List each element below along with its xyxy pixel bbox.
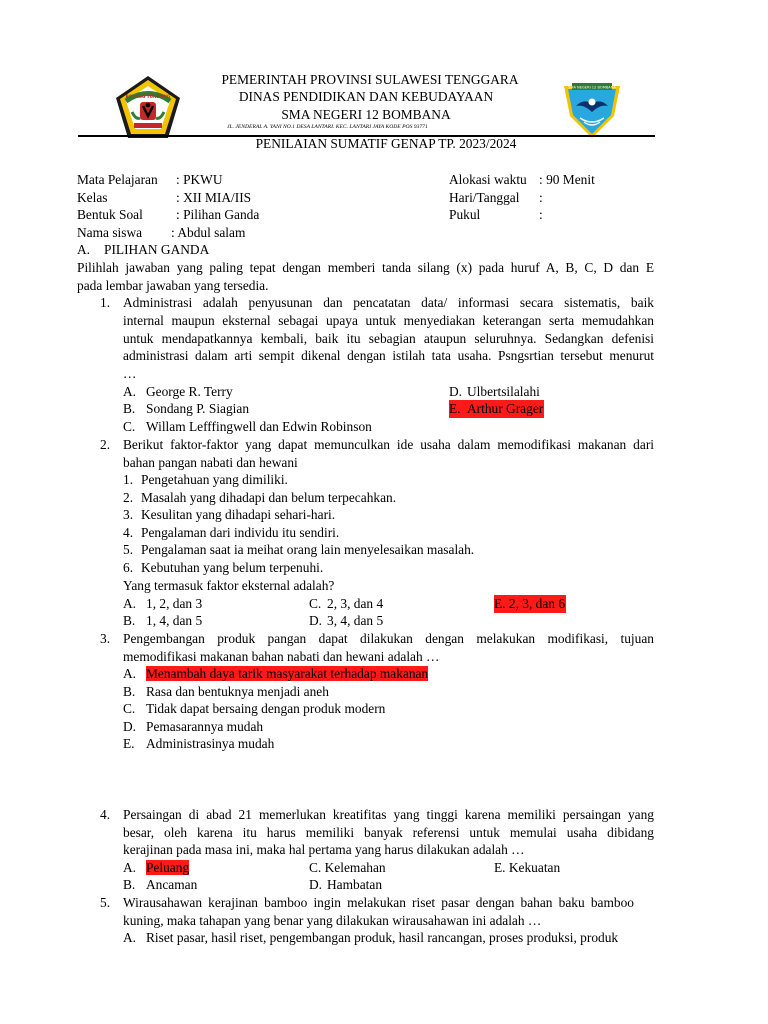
option-text: 2, 3, dan 4 bbox=[327, 596, 384, 611]
option-letter: A. bbox=[123, 384, 137, 399]
option-text: Administrasinya mudah bbox=[146, 736, 275, 751]
label-class: Kelas bbox=[77, 190, 108, 205]
option-text: Hambatan bbox=[327, 877, 383, 892]
value-subject: : PKWU bbox=[176, 172, 223, 187]
option-text: Tidak dapat bersaing dengan produk modern bbox=[146, 701, 386, 716]
option-letter: B. bbox=[123, 877, 136, 892]
q5-option-a[interactable] bbox=[123, 929, 654, 947]
list-number: 4. bbox=[123, 525, 134, 540]
option-letter: E. bbox=[123, 736, 135, 751]
q2-option-a[interactable] bbox=[123, 595, 202, 613]
option-letter: B. bbox=[123, 613, 136, 628]
q3-option-e[interactable] bbox=[123, 735, 274, 753]
question-4-number: 4. bbox=[100, 807, 111, 822]
list-number: 5. bbox=[123, 542, 134, 557]
q3-option-d[interactable] bbox=[123, 718, 263, 736]
list-text: Pengalaman dari individu itu sendiri. bbox=[141, 525, 340, 540]
q2-list-item bbox=[123, 541, 474, 559]
q1-option-e-highlighted[interactable] bbox=[449, 400, 544, 418]
list-number: 3. bbox=[123, 507, 134, 522]
option-letter: E. bbox=[449, 401, 461, 416]
question-2-number: 2. bbox=[100, 437, 111, 452]
section-letter: A. bbox=[77, 242, 91, 257]
question-2-line-1: Berikut faktor-faktor yang dapat memunculkan ide usaha dalam memodifikasi makanan dari bbox=[123, 437, 654, 452]
list-text: Kebutuhan yang belum terpenuhi. bbox=[141, 560, 324, 575]
exam-title: PENILAIAN SUMATIF GENAP TP. 2023/2024 bbox=[255, 136, 517, 151]
q1-option-d[interactable] bbox=[449, 383, 540, 401]
instruction-line-2: pada lembar jawaban yang tersedia. bbox=[77, 278, 269, 293]
option-letter: A. bbox=[123, 860, 137, 875]
question-3-line-1: Pengembangan produk pangan dapat dilakukan dengan melakukan modifikasi, tujuan bbox=[123, 631, 654, 646]
list-text: Pengetahuan yang dimiliki. bbox=[141, 472, 288, 487]
q2-option-d[interactable] bbox=[309, 612, 383, 630]
q2-list-item bbox=[123, 559, 323, 577]
question-3-number: 3. bbox=[100, 631, 111, 646]
option-letter: A. bbox=[123, 666, 137, 681]
option-letter: C. bbox=[123, 701, 136, 716]
q3-option-a[interactable] bbox=[123, 665, 428, 683]
option-text: Riset pasar, hasil riset, pengembangan produk, hasil rancangan, proses produksi, produk bbox=[146, 930, 619, 945]
option-text: 1, 4, dan 5 bbox=[146, 613, 203, 628]
question-1-line-3: untuk mendapatkannya kembali, baik itu sebagian ataupun seluruhnya. Sedangkan defenisi bbox=[123, 331, 654, 346]
option-letter: D. bbox=[123, 719, 137, 734]
q4-option-e[interactable]: E. Kekuatan bbox=[494, 860, 561, 875]
value-question-type: : Pilihan Ganda bbox=[176, 207, 260, 222]
question-1-line-1: Administrasi adalah penyusunan dan pencatatan data/ informasi secara sistematis, baik bbox=[123, 295, 654, 310]
label-day-date: Hari/Tanggal bbox=[449, 190, 520, 205]
label-hour: Pukul bbox=[449, 207, 481, 222]
list-text: Kesulitan yang dihadapi sehari-hari. bbox=[141, 507, 336, 522]
question-1-number: 1. bbox=[100, 295, 111, 310]
left-logo-text: BOLANG TUNDUNG bbox=[125, 94, 171, 99]
value-day-date: : bbox=[539, 190, 543, 205]
q2-list-item bbox=[123, 489, 396, 507]
q1-option-c[interactable] bbox=[123, 418, 372, 436]
question-2-line-2: bahan pangan nabati dan hewani bbox=[123, 455, 298, 470]
question-2-prompt: Yang termasuk faktor eksternal adalah? bbox=[123, 578, 335, 593]
question-5-number: 5. bbox=[100, 895, 111, 910]
section-title: PILIHAN GANDA bbox=[104, 242, 210, 257]
question-5-line-2: kuning, maka tahapan yang benar yang dilakukan wirausahawan ini adalah … bbox=[123, 913, 542, 928]
q2-option-c[interactable] bbox=[309, 595, 383, 613]
list-number: 1. bbox=[123, 472, 134, 487]
list-text: Masalah yang dihadapi dan belum terpecahkan. bbox=[141, 490, 397, 505]
list-number: 2. bbox=[123, 490, 134, 505]
header-line-province: PEMERINTAH PROVINSI SULAWESI TENGGARA bbox=[221, 72, 519, 87]
option-letter: C. bbox=[123, 419, 136, 434]
option-text: Ulbertsilalahi bbox=[467, 384, 540, 399]
question-1-line-5: … bbox=[123, 366, 137, 381]
question-3-line-2: memodifikasi makanan bahan nabati dan hewani adalah … bbox=[123, 649, 440, 664]
option-letter: A. bbox=[123, 930, 137, 945]
option-text: Arthur Grager bbox=[467, 401, 544, 416]
list-text: Pengalaman saat ia meihat orang lain menyelesaikan masalah. bbox=[141, 542, 475, 557]
question-4-line-2: besar, oleh karena itu harus memiliki banyak referensi untuk memulai usaha dibidang bbox=[123, 825, 654, 840]
header-line-department: DINAS PENDIDIKAN DAN KEBUDAYAAN bbox=[238, 89, 494, 104]
q4-option-b[interactable] bbox=[123, 876, 197, 894]
q4-option-a[interactable] bbox=[123, 859, 189, 877]
option-text: Sondang P. Siagian bbox=[146, 401, 250, 416]
question-1-line-2: internal maupun eksternal sebagai upaya untuk menyediakan keterangan serta memudahkan bbox=[123, 313, 654, 328]
option-text: George R. Terry bbox=[146, 384, 233, 399]
label-question-type: Bentuk Soal bbox=[77, 207, 143, 222]
option-letter: B. bbox=[123, 401, 136, 416]
value-hour: : bbox=[539, 207, 543, 222]
q3-option-c[interactable] bbox=[123, 700, 385, 718]
option-text-highlighted: Menambah daya tarik masyarakat terhadap makanan bbox=[146, 666, 429, 681]
option-text-highlighted: Peluang bbox=[146, 860, 190, 875]
question-1-line-4: administrasi dalam arti sempit dikenal dengan istilah tata usaha. Psngsrtian tersebut menurut bbox=[123, 348, 654, 363]
question-4-line-1: Persaingan di abad 21 memerlukan kreatifitas yang tinggi karena memiliki persaingan yang bbox=[123, 807, 654, 822]
q2-option-e-highlighted[interactable]: E. 2, 3, dan 6 bbox=[494, 596, 566, 611]
question-5-line-1: Wirausahawan kerajinan bamboo ingin melakukan riset pasar dengan bahan baku bamboo bbox=[123, 895, 634, 910]
option-text: 3, 4, dan 5 bbox=[327, 613, 384, 628]
option-letter: D. bbox=[309, 613, 323, 628]
value-time-allocation: : 90 Menit bbox=[539, 172, 595, 187]
question-4-line-3: kerajinan pada masa ini, maka hal pertama yang harus dilakukan adalah … bbox=[123, 842, 525, 857]
label-student-name: Nama siswa bbox=[77, 225, 143, 240]
header-line-school: SMA NEGERI 12 BOMBANA bbox=[281, 107, 451, 122]
q2-option-b[interactable] bbox=[123, 612, 202, 630]
header-address: JL. JENDERAL A. YANI NO.1 DESA LANTARI. KEC. LANTARI JAYA KODE POS 93771 bbox=[227, 124, 428, 130]
q4-option-c[interactable]: C. Kelemahan bbox=[309, 860, 386, 875]
q2-list-item bbox=[123, 524, 339, 542]
label-subject: Mata Pelajaran bbox=[77, 172, 158, 187]
option-letter: A. bbox=[123, 596, 137, 611]
option-text: Ancaman bbox=[146, 877, 198, 892]
option-text: 1, 2, dan 3 bbox=[146, 596, 203, 611]
right-logo-text: SMA NEGERI 12 BOMBANA bbox=[568, 85, 616, 90]
list-number: 6. bbox=[123, 560, 134, 575]
q3-option-b[interactable] bbox=[123, 683, 329, 701]
value-student-name: : Abdul salam bbox=[171, 225, 246, 240]
option-letter: B. bbox=[123, 684, 136, 699]
q1-option-a[interactable] bbox=[123, 383, 233, 401]
q4-option-d[interactable] bbox=[309, 876, 382, 894]
option-text: Willam Lefffingwell dan Edwin Robinson bbox=[146, 419, 372, 434]
q2-list-item bbox=[123, 506, 335, 524]
option-letter: D. bbox=[309, 877, 323, 892]
option-letter: C. bbox=[309, 596, 322, 611]
label-time-allocation: Alokasi waktu bbox=[449, 172, 527, 187]
q1-option-b[interactable] bbox=[123, 400, 249, 418]
option-text: Pemasarannya mudah bbox=[146, 719, 264, 734]
option-letter: D. bbox=[449, 384, 463, 399]
instruction-line-1: Pilihlah jawaban yang paling tepat dengan memberi tanda silang (x) pada huruf A, B, C, D dan E bbox=[77, 260, 654, 275]
option-text: Rasa dan bentuknya menjadi aneh bbox=[146, 684, 329, 699]
q2-list-item bbox=[123, 471, 288, 489]
value-class: : XII MIA/IIS bbox=[176, 190, 252, 205]
